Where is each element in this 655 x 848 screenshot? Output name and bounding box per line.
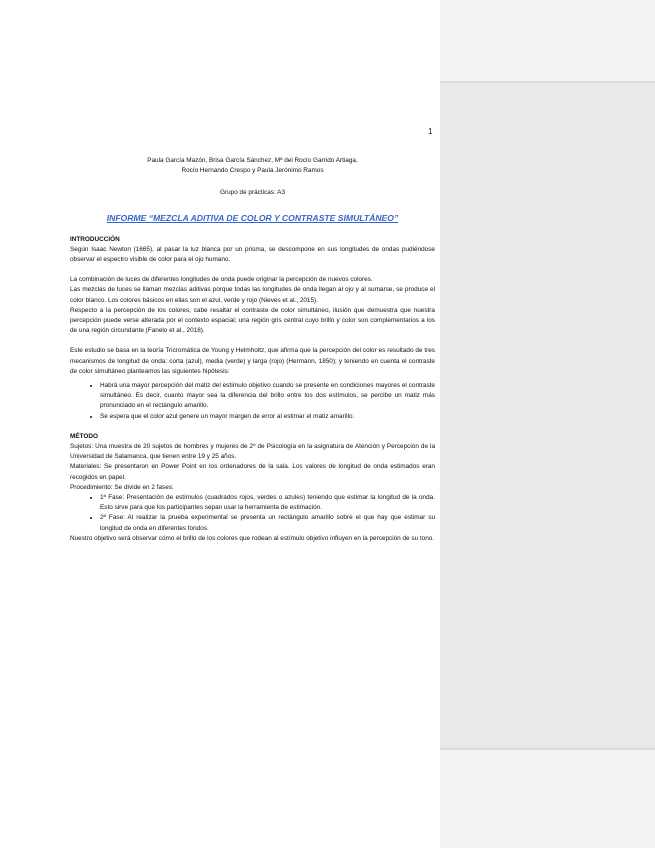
intro-paragraph-5: Este estudio se basa en la teoría Tricromática de Young y Helmholtz, que afirma que la percepción del color es resultado de tres mecanismos de longitud de onda: corta (azul), media (verde) y larga (rojo) (Hermann, 1850); y teniendo en cuenta el contraste de color simultáneo planteamos las siguientes hipótesis:: [70, 347, 435, 375]
hypotheses-list: [70, 381, 435, 422]
intro-paragraph-4: Respecto a la percepción de los colores, cabe resaltar el contraste de color simultáneo, ilusión que demuestra que nuestra percepción puede verse alterada por el contexto espacial; una región gris central cuyo brillo y color son complementarios a los de una región circundante (Fanelo et al., 2018).: [70, 306, 435, 335]
phase-item: • 1ª Fase: Presentación de estímulos (cuadrados rojos, verdes o azules) teniendo que estimar la longitud de la onda. Esto sirve para que los participantes sepan usar la herramienta de estimación.: [100, 493, 435, 513]
intro-paragraph-3: Las mezclas de luces se llaman mezclas aditivas porque todas las longitudes de onda llegan al ojo y al sumarse, se produce el color blanco. Los colores básicos en ellas son el azul, verde y rojo (Nieves et al., 2015).: [70, 286, 435, 304]
phases-list: [70, 493, 435, 534]
comment-area: [440, 81, 655, 750]
introduction-heading: INTRODUCCIÓN: [70, 235, 120, 243]
method-materials: Materiales: Se presentaron en Power Point en los ordenadores de la sala. Los valores de longitud de onda estimados eran recogidos en papel.: [70, 463, 435, 481]
comment-pane: [440, 0, 655, 848]
method-subjects: Sujetos: Una muestra de 20 sujetos de hombres y mujeres de 2º de Psicología en la asignatura de Atención y Percepción de la Universidad de Salamanca, que tienen entre 19 y 25 años.: [70, 443, 435, 461]
method-heading: MÉTODO: [70, 432, 98, 440]
closing-paragraph: Nuestro objetivo será observar cómo el brillo de los colores que rodean al estímulo objetivo influyen en la percepción de su tono.: [70, 534, 435, 542]
authors-line-2: Rocío Hernando Crespo y Paula Jerónimo Ramos: [181, 167, 324, 175]
report-title: INFORME “MEZCLA ADITIVA DE COLOR Y CONTRASTE SIMULTÁNEO”: [106, 212, 399, 223]
authors-line-1: Paula García Mazón, Brisa García Sánchez, Mª del Rocío Garrido Artiaga,: [147, 157, 358, 164]
comment-area-bottom-border: [440, 748, 655, 750]
method-procedure: Procedimiento: Se divide en 2 fases:: [70, 483, 174, 491]
phase-item: • 2ª Fase: Al realizar la prueba experimental se presenta un rectángulo amarillo sobre el que hay que estimar su longitud de onda en diferentes fondos.: [100, 513, 435, 533]
practice-group: Grupo de prácticas: A3: [219, 189, 285, 197]
comment-area-top-border: [440, 81, 655, 83]
hypothesis-item: • Se espera que el color azul genere un mayor margen de error al estimar el matiz amarillo.: [100, 412, 435, 422]
page-number: 1: [428, 127, 433, 136]
document-body: [70, 152, 435, 544]
hypothesis-item: • Habrá una mayor percepción del matiz del estímulo objetivo cuando se presente en condiciones mayores el contraste simultáneo. Es decir, cuanto mayor sea la diferencia del brillo entre los dos estímulos, se percibe un matiz más pronunciado en el rectángulo amarillo.: [100, 381, 435, 412]
intro-paragraph-1: Según Isaac Newton (1665), al pasar la luz blanca por un prisma, se descompone en sus longitudes de ondas pudiéndose observar el espectro visible de color para el ojo humano.: [70, 245, 435, 264]
intro-paragraph-2: La combinación de luces de diferentes longitudes de onda puede originar la percepción de nuevos colores.: [70, 276, 373, 284]
